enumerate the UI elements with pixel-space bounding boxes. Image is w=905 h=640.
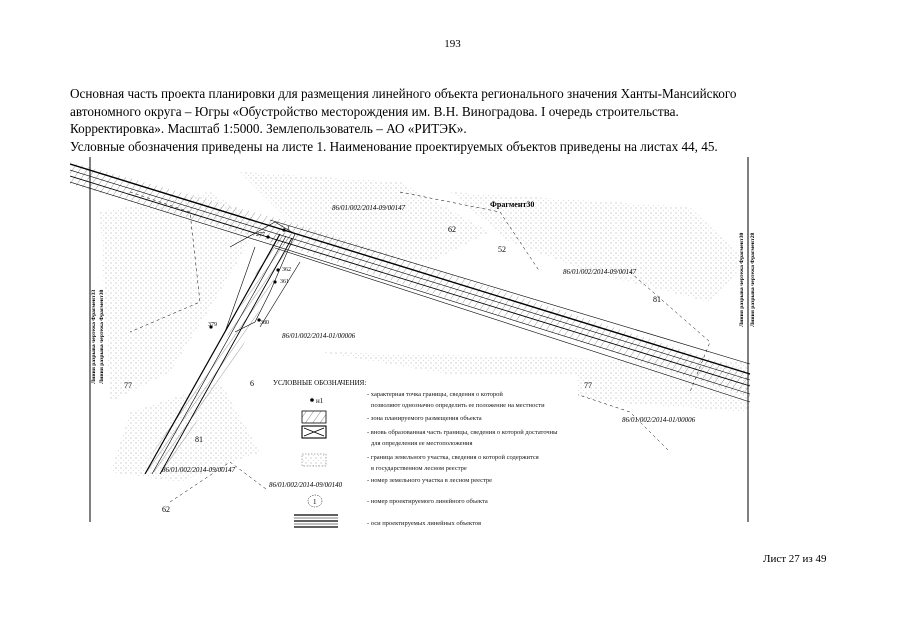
cadastral-label: 86/01/002/2014-09/00147 (162, 466, 236, 474)
legend-item: - зона планируемого размещения объекта (367, 415, 482, 422)
page-number: 193 (444, 38, 461, 50)
area-number: 77 (584, 381, 592, 390)
point-number: 361 (280, 279, 289, 285)
number-sample: 86/01/002/2014-09/00140 (269, 481, 343, 489)
right-break-label: Линия разрыва чертежа Фрагмент28 (750, 232, 756, 327)
fragment-title: Фрагмент30 (490, 200, 535, 209)
caption-line: Корректировка». Масштаб 1:5000. Землепользователь – АО «РИТЭК». (70, 121, 467, 137)
point-number: 362 (282, 267, 291, 273)
legend-item: - оси проектируемых линейных объектов (367, 520, 482, 527)
area-number: 62 (162, 505, 170, 514)
area-number: 81 (653, 295, 661, 304)
zone-symbol-icon (302, 411, 326, 423)
right-break-label: Линия разрыва чертежа Фрагмент30 (739, 232, 745, 327)
point-number: 1 (287, 226, 290, 232)
area-number: 6 (250, 379, 254, 388)
forest-boundary-icon (302, 454, 326, 466)
cadastral-label: 86/01/002/2014-09/00147 (563, 268, 637, 276)
planning-drawing (70, 152, 770, 532)
legend-item: - граница земельного участка, сведения о которой содержится (367, 454, 539, 461)
cadastral-label: 86/01/002/2014-01/00006 (622, 416, 696, 424)
area-number: 81 (195, 435, 203, 444)
area-number: 52 (498, 245, 506, 254)
point-symbol-label: н1 (316, 397, 324, 405)
legend-item: для определения ее местоположения (371, 440, 473, 447)
legend-item: - номер проектируемого линейного объекта (367, 498, 488, 505)
left-break-label: Линия разрыва чертежа Фрагмент30 (99, 289, 105, 384)
document-caption (70, 85, 830, 155)
legend-item: - характерная точка границы, сведения о которой (367, 391, 503, 398)
point-number: 380 (260, 320, 269, 326)
point-number: 277 (256, 232, 265, 238)
legend-item: - номер земельного участка в лесном реестре (367, 477, 493, 484)
object-number-symbol: 1 (313, 498, 317, 506)
sheet-number: Лист 27 из 49 (763, 553, 827, 565)
caption-line: Основная часть проекта планировки для размещения линейного объекта регионального значения Ханты-Мансийского (70, 86, 737, 101)
legend-item: позволяют однозначно определить ее положение на местности (371, 402, 545, 409)
cadastral-label: 86/01/002/2014-01/00006 (282, 332, 356, 340)
left-break-label: Линия разрыва чертежа Фрагмент33 (91, 289, 97, 384)
legend-item: - вновь образованная часть границы, сведения о которой достаточны (367, 429, 558, 436)
area-number: 62 (448, 225, 456, 234)
point-symbol-icon (310, 398, 314, 402)
legend-title: УСЛОВНЫЕ ОБОЗНАЧЕНИЯ: (273, 379, 367, 387)
area-number: 77 (124, 381, 132, 390)
cadastral-label: 86/01/002/2014-09/00147 (332, 204, 406, 212)
legend-item: в государственном лесном реестре (371, 465, 467, 472)
point-number: 379 (208, 322, 217, 328)
legend (268, 374, 578, 532)
caption-line: Условные обозначения приведены на листе 1. Наименование проектируемых объектов приведены на листах 44, 45. (70, 138, 718, 154)
caption-line: автономного округа – Югры «Обустройство месторождения им. В.Н. Виноградова. I очередь строительства. (70, 103, 679, 119)
